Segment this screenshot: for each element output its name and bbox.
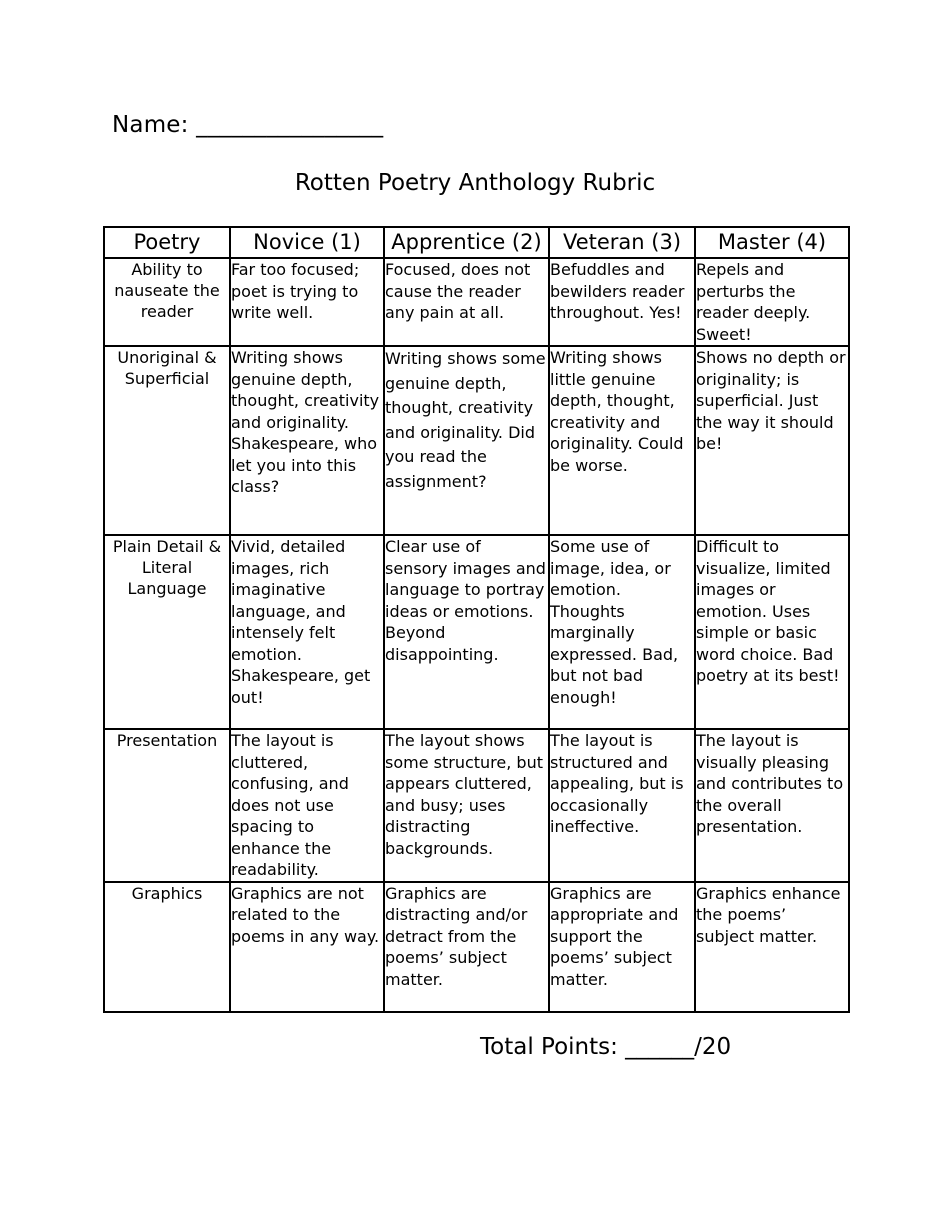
master-cell: Repels and perturbs the reader deeply. Sweet! <box>695 258 849 346</box>
apprentice-cell: Clear use of sensory images and language to portray ideas or emotions. Beyond disappointing. <box>384 535 549 729</box>
master-cell: The layout is visually pleasing and contributes to the overall presentation. <box>695 729 849 882</box>
column-header-veteran: Veteran (3) <box>549 227 695 258</box>
criterion-cell: Unoriginal & Superficial <box>104 346 230 535</box>
veteran-cell: Befuddles and bewilders reader throughout. Yes! <box>549 258 695 346</box>
veteran-cell: Graphics are appropriate and support the poems’ subject matter. <box>549 882 695 1012</box>
page-title: Rotten Poetry Anthology Rubric <box>294 170 656 196</box>
apprentice-cell: Graphics are distracting and/or detract from the poems’ subject matter. <box>384 882 549 1012</box>
criterion-cell: Graphics <box>104 882 230 1012</box>
veteran-cell: Writing shows little genuine depth, thought, creativity and originality. Could be worse. <box>549 346 695 535</box>
rubric-header-row <box>104 227 849 258</box>
column-header-poetry: Poetry <box>104 227 230 258</box>
novice-cell: Far too focused; poet is trying to write well. <box>230 258 384 346</box>
master-cell: Difficult to visualize, limited images or emotion. Uses simple or basic word choice. Bad poetry at its best! <box>695 535 849 729</box>
master-cell: Shows no depth or originality; is superficial. Just the way it should be! <box>695 346 849 535</box>
novice-cell: Vivid, detailed images, rich imaginative language, and intensely felt emotion. Shakespeare, get out! <box>230 535 384 729</box>
total-points-label: Total Points: ______/20 <box>480 1034 732 1060</box>
veteran-cell: Some use of image, idea, or emotion. Thoughts marginally expressed. Bad, but not bad enough! <box>549 535 695 729</box>
criterion-cell: Presentation <box>104 729 230 882</box>
rubric-table <box>103 226 850 1013</box>
apprentice-cell: Writing shows some genuine depth, thought, creativity and originality. Did you read the assignment? <box>384 346 549 535</box>
novice-cell: Writing shows genuine depth, thought, creativity and originality. Shakespeare, who let you into this class? <box>230 346 384 535</box>
rubric-row-plain-detail <box>104 535 849 729</box>
column-header-master: Master (4) <box>695 227 849 258</box>
name-field-label: Name: ________________ <box>112 112 384 138</box>
apprentice-cell: Focused, does not cause the reader any pain at all. <box>384 258 549 346</box>
rubric-row-graphics <box>104 882 849 1012</box>
column-header-apprentice: Apprentice (2) <box>384 227 549 258</box>
veteran-cell: The layout is structured and appealing, but is occasionally ineffective. <box>549 729 695 882</box>
column-header-novice: Novice (1) <box>230 227 384 258</box>
rubric-row-presentation <box>104 729 849 882</box>
rubric-row-nauseate <box>104 258 849 346</box>
criterion-cell: Plain Detail & Literal Language <box>104 535 230 729</box>
master-cell: Graphics enhance the poems’ subject matter. <box>695 882 849 1012</box>
novice-cell: The layout is cluttered, confusing, and does not use spacing to enhance the readability. <box>230 729 384 882</box>
criterion-cell: Ability to nauseate the reader <box>104 258 230 346</box>
rubric-row-unoriginal <box>104 346 849 535</box>
apprentice-cell: The layout shows some structure, but appears cluttered, and busy; uses distracting backgrounds. <box>384 729 549 882</box>
novice-cell: Graphics are not related to the poems in any way. <box>230 882 384 1012</box>
